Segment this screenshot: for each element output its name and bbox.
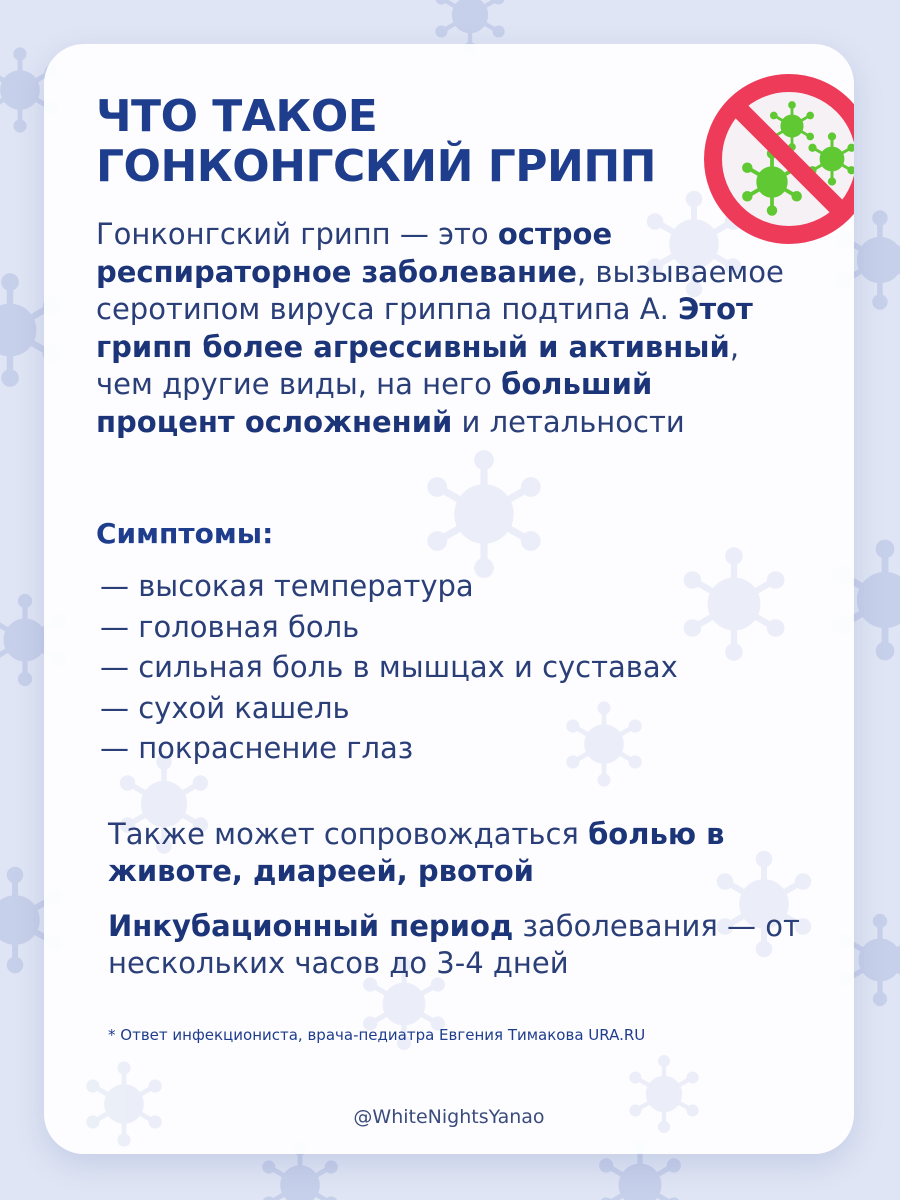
intro-paragraph [96,216,796,441]
incubation-bold: Инкубационный период [108,909,514,943]
intro-text-4: и летальности [452,404,685,439]
symptoms-heading: Симптомы: [96,517,274,550]
symptom-item: — высокая температура [100,569,474,603]
symptom-item: — сухой кашель [100,690,350,725]
symptom-item: — покраснение глаз [100,731,414,765]
intro-text-3: , чем другие виды, на него [96,329,740,401]
source-footnote: * Ответ инфекциониста, врача-педиатра Евгения Тимакова URA.RU [108,1026,646,1044]
symptom-item: — сильная боль в мышцах и суставах [100,650,678,684]
intro-text-1: Гонконгский грипп — это [96,217,498,251]
symptom-item: — головная боль [100,609,360,644]
intro-bold-3: больший процент осложнений [96,367,653,439]
symptom-list [100,566,678,769]
intro-bold-2: Этот грипп более агрессивный и активный [96,292,753,364]
info-card [44,44,854,1154]
extra-bold: болью в животе, диареей, рвотой [108,817,725,888]
intro-text-2: , вызываемое серотипом вируса гриппа подтипа А. [96,254,784,326]
extra-symptoms [108,816,808,890]
title-line-1: ЧТО ТАКОЕ [96,91,378,142]
social-handle: @WhiteNightsYanao [353,1106,545,1128]
intro-bold-1: острое респираторное заболевание [96,217,613,289]
incubation-text: заболевания — от нескольких часов до 3-4 дней [108,909,800,980]
incubation-period [108,908,828,982]
page-title [96,92,676,192]
title-line-2: ГОНКОНГСКИЙ ГРИПП [96,141,656,192]
extra-text: Также может сопровождаться [108,817,589,851]
